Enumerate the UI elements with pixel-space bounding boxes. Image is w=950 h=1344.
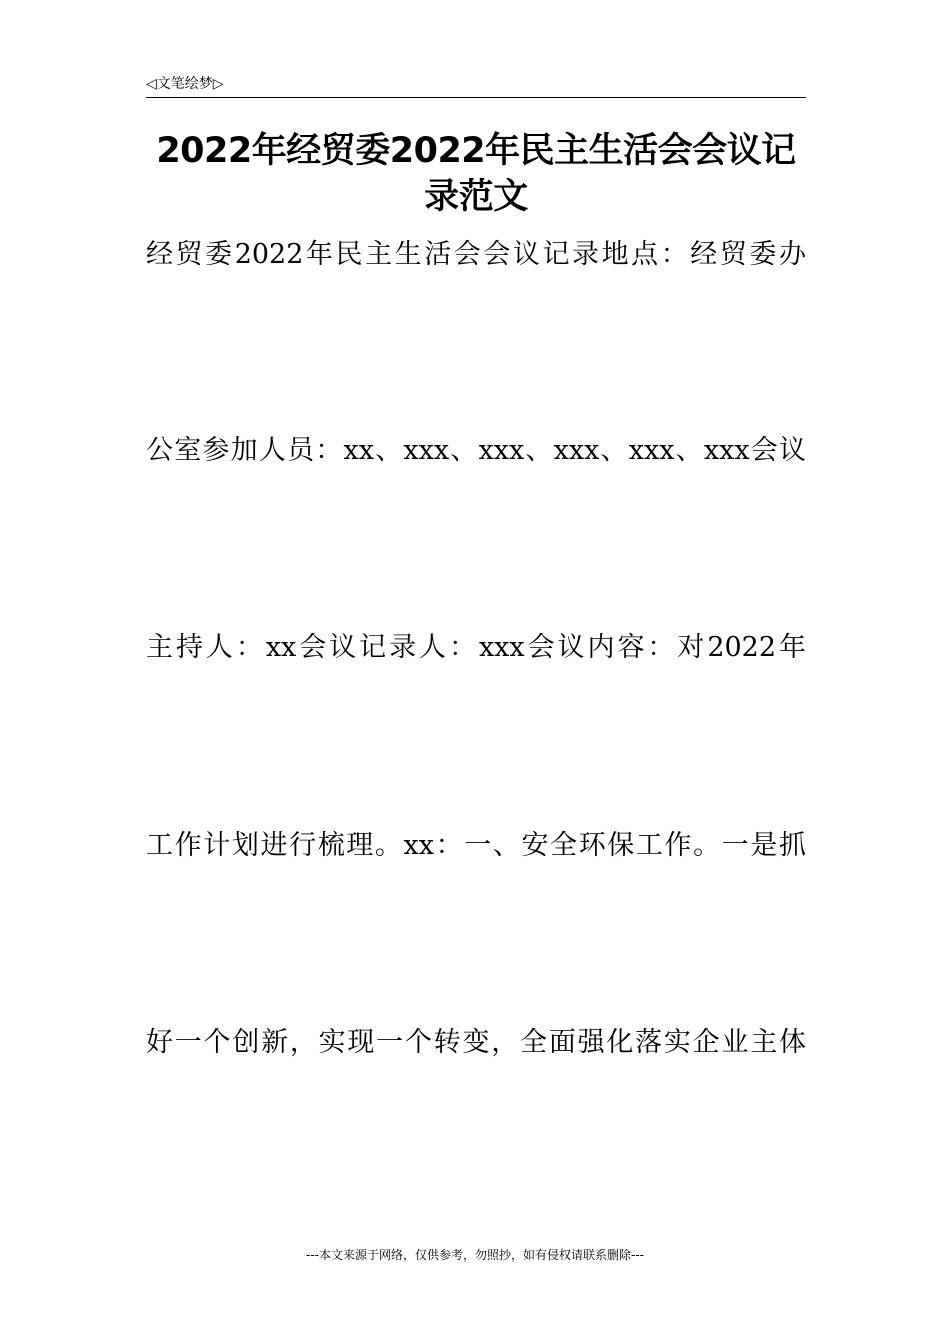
body-line-3: 主持人：xx会议记录人：xxx会议内容：对2022年 bbox=[146, 632, 806, 663]
header-logo-text: ◁文笔绘梦▷ bbox=[146, 76, 224, 92]
body-line-5: 好一个创新，实现一个转变，全面强化落实企业主体 bbox=[146, 1027, 806, 1058]
body-line-1: 经贸委2022年民主生活会会议记录地点：经贸委办 bbox=[146, 239, 806, 270]
body-line-2: 公室参加人员：xx、xxx、xxx、xxx、xxx、xxx会议 bbox=[146, 435, 806, 466]
header-divider bbox=[146, 97, 806, 98]
footer-disclaimer: ---本文来源于网络，仅供参考，勿照抄，如有侵权请联系删除--- bbox=[306, 1248, 644, 1262]
body-line-4: 工作计划进行梳理。xx：一、安全环保工作。一是抓 bbox=[146, 830, 806, 861]
document-title: 2022年经贸委2022年民主生活会会议记录范文 bbox=[156, 131, 796, 217]
